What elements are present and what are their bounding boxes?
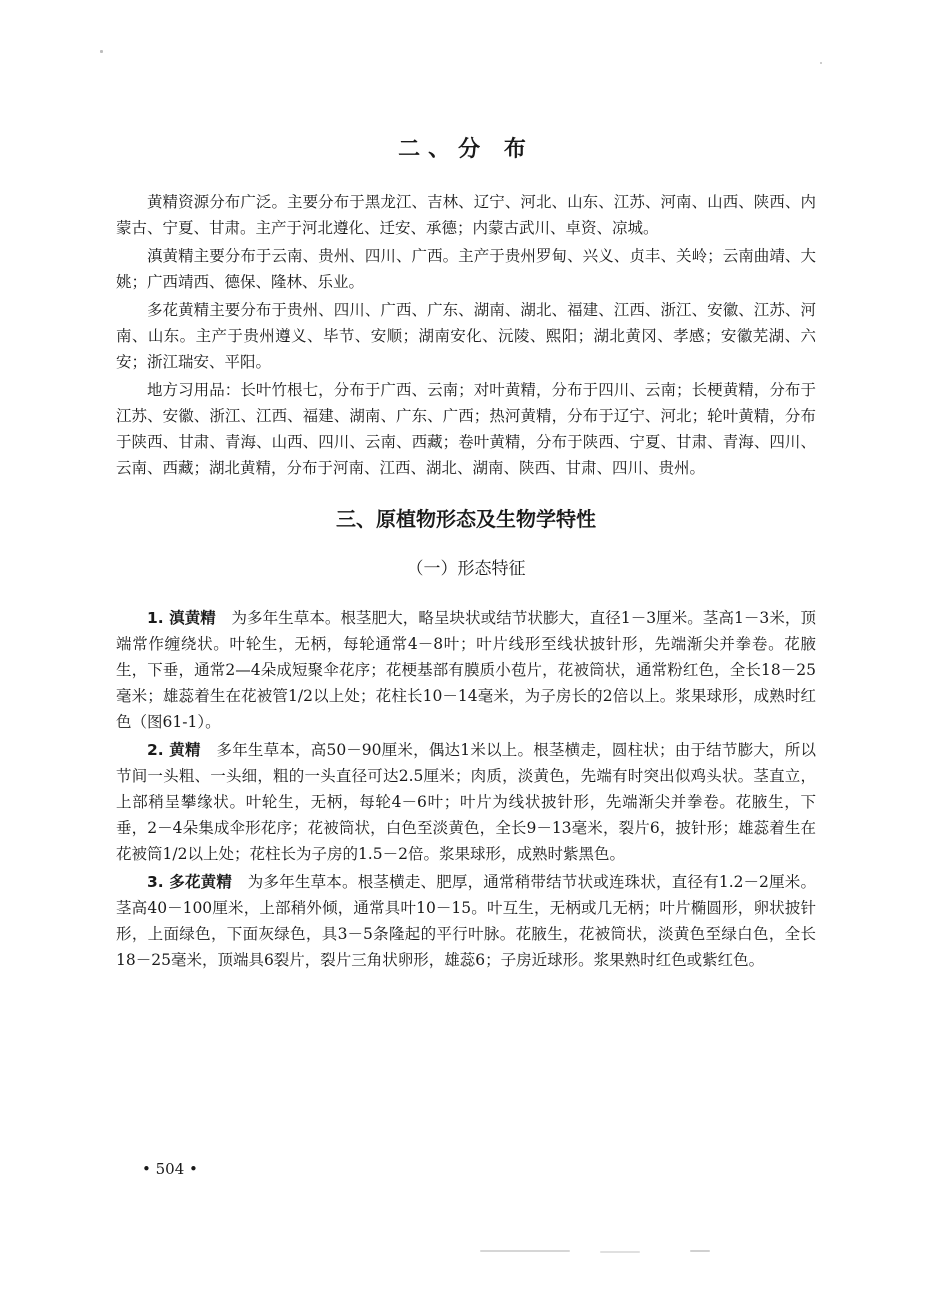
subsection-heading-features: （一）形态特征 [406,559,526,579]
section-heading-morphology: 三、原植物形态及生物学特性 [336,507,596,531]
species-description: 多年生草本，高50－90厘米，偶达1米以上。根茎横走，圆柱状；由于结节膨大，所以节间一头粗、一头细，粗的一头直径可达2.5厘米；肉质，淡黄色，先端有时突出似鸡头状。茎直立，上部稍呈攀缘状。叶轮生，无柄，每轮4－6叶；叶片为线状披针形，先端渐尖并拳卷。花腋生，下垂，2－4朵集成伞形花序；花被筒状，白色至淡黄色，全长9－13毫米，裂片6，披针形；雄蕊着生在花被筒1/2以上处；花柱长为子房的1.5－2倍。浆果球形，成熟时紫黑色。 [116,741,816,863]
scan-speck [100,50,103,53]
paragraph-distribution-2: 滇黄精主要分布于云南、贵州、四川、广西。主产于贵州罗甸、兴义、贞丰、关岭；云南曲靖、大姚；广西靖西、德保、隆林、乐业。 [116,247,816,291]
species-term: 2. 黄精 [147,741,201,759]
species-description: 为多年生草本。根茎横走、肥厚，通常稍带结节状或连珠状，直径有1.2－2厘米。茎高40－100厘米，上部稍外倾，通常具叶10－15。叶互生，无柄或几无柄；叶片椭圆形，卵状披针形，上面绿色，下面灰绿色，具3－5条隆起的平行叶脉。花腋生，花被筒状，淡黄色至绿白色，全长18－25毫米，顶端具6裂片，裂片三角状卵形，雄蕊6；子房近球形。浆果熟时红色或紫红色。 [116,873,816,969]
species-term: 1. 滇黄精 [147,609,216,627]
scan-speck [600,1251,640,1253]
species-description: 为多年生草本。根茎肥大，略呈块状或结节状膨大，直径1－3厘米。茎高1－3米，顶端常作缠绕状。叶轮生，无柄，每轮通常4－8叶；叶片线形至线状披针形，先端渐尖并拳卷。花腋生，下垂，通常2—4朵成短聚伞花序；花梗基部有膜质小苞片，花被筒状，通常粉红色，全长18－25毫米；雄蕊着生在花被管1/2以上处；花柱长10－14毫米，为子房长的2倍以上。浆果球形，成熟时红色（图61-1）。 [116,609,816,731]
species-paragraph-3 [116,869,816,973]
page-number: • 504 • [142,1160,198,1178]
scan-speck [820,62,822,64]
species-term: 3. 多花黄精 [147,873,233,891]
paragraph-distribution-4: 地方习用品：长叶竹根七，分布于广西、云南；对叶黄精，分布于四川、云南；长梗黄精，分布于江苏、安徽、浙江、江西、福建、湖南、广东、广西；热河黄精，分布于辽宁、河北；轮叶黄精，分布于陕西、甘肃、青海、山西、四川、云南、西藏；卷叶黄精，分布于陕西、宁夏、甘肃、青海、四川、云南、西藏；湖北黄精，分布于河南、江西、湖北、湖南、陕西、甘肃、四川、贵州。 [116,381,816,477]
page-content [116,128,816,975]
species-paragraph-2 [116,737,816,867]
paragraph-distribution-3: 多花黄精主要分布于贵州、四川、广西、广东、湖南、湖北、福建、江西、浙江、安徽、江苏、河南、山东。主产于贵州遵义、毕节、安顺；湖南安化、沅陵、熙阳；湖北黄冈、孝感；安徽芜湖、六安；浙江瑞安、平阳。 [116,301,816,371]
scan-speck [690,1250,710,1252]
species-paragraph-1 [116,605,816,735]
section-heading-distribution: 二、分 布 [398,137,534,162]
paragraph-distribution-1: 黄精资源分布广泛。主要分布于黑龙江、吉林、辽宁、河北、山东、江苏、河南、山西、陕西、内蒙古、宁夏、甘肃。主产于河北遵化、迁安、承德；内蒙古武川、卓资、凉城。 [116,193,816,237]
scan-speck [480,1250,570,1252]
